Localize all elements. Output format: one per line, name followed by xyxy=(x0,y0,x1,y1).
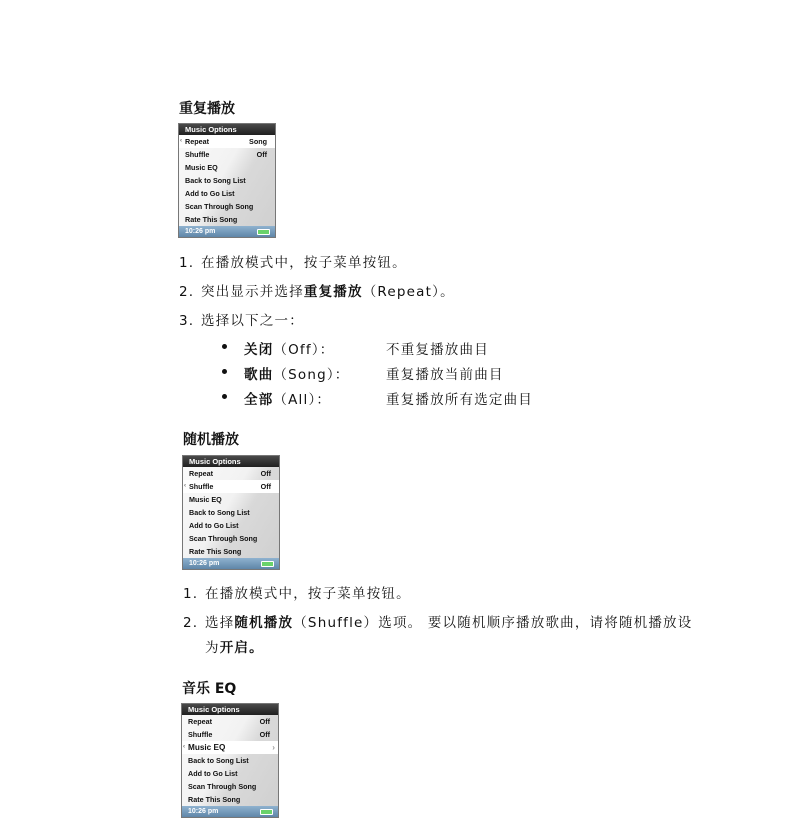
menu-item-rate-this-song: Rate This Song xyxy=(188,795,241,804)
menu-item-repeat: Repeat Off xyxy=(189,469,271,478)
status-bar xyxy=(182,806,278,817)
selection-arrow-icon: ‹ xyxy=(180,138,182,144)
step-1: 1. 在播放模式中，按子菜单按钮。 xyxy=(179,255,407,271)
bullet-icon xyxy=(222,394,227,399)
step-3: 3. 选择以下之一： xyxy=(179,313,304,329)
menu-item-repeat: ‹ Repeat Song xyxy=(179,135,275,148)
selection-arrow-icon: ‹ xyxy=(184,483,186,489)
bullet-icon xyxy=(222,369,227,374)
menu-item-shuffle: ‹ Shuffle Off xyxy=(183,480,279,493)
status-bar xyxy=(179,226,275,237)
step-1: 1. 在播放模式中，按子菜单按钮。 xyxy=(183,586,411,602)
menu-item-shuffle: Shuffle Off xyxy=(185,150,267,159)
menu-item-scan-through-song: Scan Through Song xyxy=(188,782,257,791)
menu-item-back-to-song-list: Back to Song List xyxy=(188,756,249,765)
status-bar xyxy=(183,558,279,569)
menu-item-add-to-go-list: Add to Go List xyxy=(189,521,239,530)
selection-arrow-icon: ‹ xyxy=(183,744,185,750)
menu-item-back-to-song-list: Back to Song List xyxy=(185,176,246,185)
menu-item-back-to-song-list: Back to Song List xyxy=(189,508,250,517)
chevron-right-icon: › xyxy=(272,743,275,752)
step-2-continued: 为开启。 xyxy=(205,640,264,656)
step-2: 2. 突出显示并选择重复播放（Repeat）。 xyxy=(179,284,455,300)
battery-icon xyxy=(261,561,274,567)
ipod-screen-repeat xyxy=(178,123,276,238)
menu-item-scan-through-song: Scan Through Song xyxy=(185,202,254,211)
ipod-screen-shuffle xyxy=(182,455,280,570)
menu-item-shuffle: Shuffle Off xyxy=(188,730,270,739)
section-heading-repeat: 重复播放 xyxy=(179,101,235,117)
clock-time: 10:26 pm xyxy=(189,560,220,567)
menu-item-repeat: Repeat Off xyxy=(188,717,270,726)
clock-time: 10:26 pm xyxy=(188,808,219,815)
menu-item-rate-this-song: Rate This Song xyxy=(185,215,238,224)
battery-icon xyxy=(260,809,273,815)
menu-item-add-to-go-list: Add to Go List xyxy=(185,189,235,198)
menu-item-add-to-go-list: Add to Go List xyxy=(188,769,238,778)
menu-item-music-eq: Music EQ xyxy=(189,495,222,504)
step-2: 2. 选择随机播放（Shuffle）选项。 要以随机顺序播放歌曲，请将随机播放设 xyxy=(183,615,693,631)
menu-item-rate-this-song: Rate This Song xyxy=(189,547,242,556)
screen-title: Music Options xyxy=(182,704,278,715)
screen-title: Music Options xyxy=(179,124,275,135)
battery-icon xyxy=(257,229,270,235)
menu-item-music-eq: ‹ Music EQ › xyxy=(182,741,278,754)
clock-time: 10:26 pm xyxy=(185,228,216,235)
menu-item-music-eq: Music EQ xyxy=(185,163,218,172)
ipod-screen-music-eq xyxy=(181,703,279,818)
section-heading-shuffle: 随机播放 xyxy=(183,432,239,448)
bullet-icon xyxy=(222,344,227,349)
section-heading-music-eq: 音乐 EQ xyxy=(182,681,237,697)
screen-title: Music Options xyxy=(183,456,279,467)
menu-item-scan-through-song: Scan Through Song xyxy=(189,534,258,543)
